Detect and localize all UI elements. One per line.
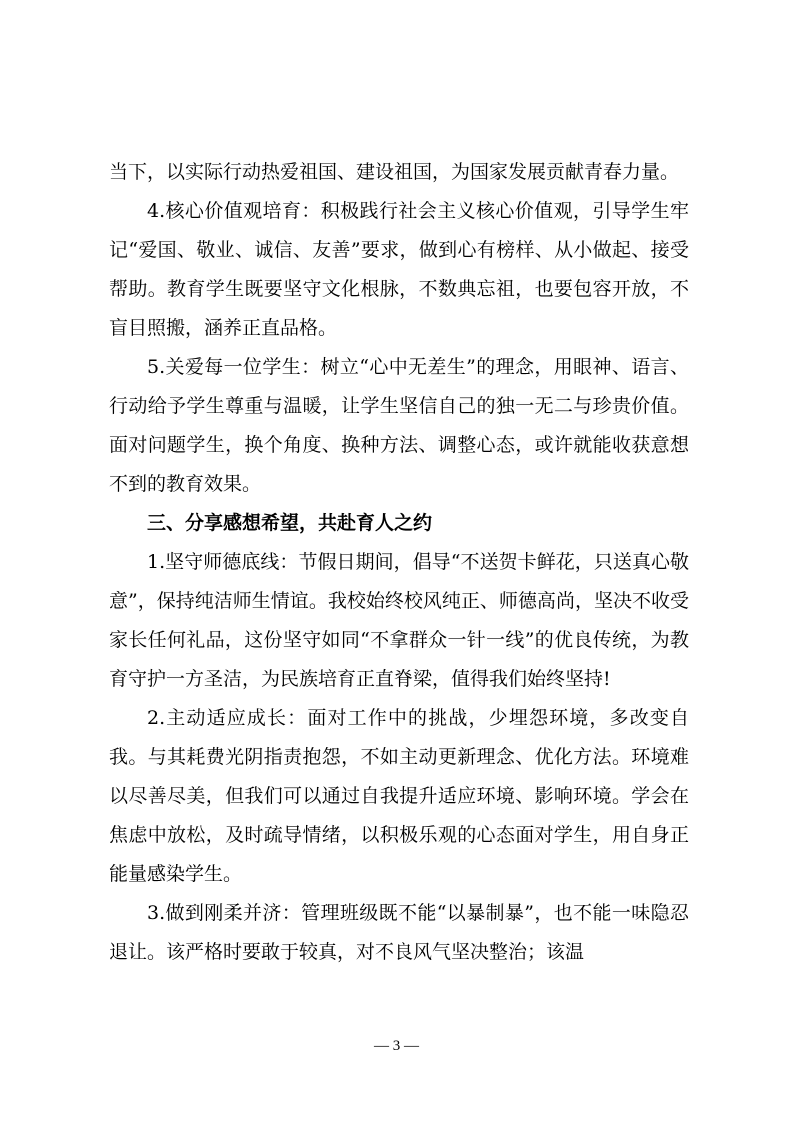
paragraph-teacher-ethics: 1.坚守师德底线：节假日期间，倡导“不送贺卡鲜花，只送真心敬意”，保持纯洁师生情谊。我校始终校风纯正、师德高尚，坚决不收受家长任何礼品，这份坚守如同“不拿群众一针一线”的优良传统，为教育守护一方圣洁，为民族培育正直脊梁，值得我们始终坚持! xyxy=(109,551,689,690)
paragraph-firm-gentle: 3.做到刚柔并济：管理班级既不能“以暴制暴”，也不能一味隐忍退让。该严格时要敢于较真，对不良风气坚决整治；该温 xyxy=(109,902,689,963)
paragraph-adapt-grow: 2.主动适应成长：面对工作中的挑战，少埋怨环境，多改变自我。与其耗费光阴指责抱怨，不如主动更新理念、优化方法。环境难以尽善尽美，但我们可以通过自我提升适应环境、影响环境。学会在焦虑中放松，及时疏导情绪，以积极乐观的心态面对学生，用自身正能量感染学生。 xyxy=(109,707,689,885)
paragraph-core-values: 4.核心价值观培育：积极践行社会主义核心价值观，引导学生牢记“爱国、敬业、诚信、友善”要求，做到心有榜样、从小做起、接受帮助。教育学生既要坚守文化根脉，不数典忘祖，也要包容开放，不盲目照搬，涵养正直品格。 xyxy=(109,200,689,339)
paragraph-continuation: 当下，以实际行动热爱祖国、建设祖国，为国家发展贡献青春力量。 xyxy=(109,161,680,183)
body-text xyxy=(109,153,689,972)
paragraph-care-students: 5.关爱每一位学生：树立“心中无差生”的理念，用眼神、语言、行动给予学生尊重与温暖，让学生坚信自己的独一无二与珍贵价值。面对问题学生，换个角度、换种方法、调整心态，或许就能收获意想不到的教育效果。 xyxy=(109,356,689,495)
section-heading: 三、分享感想希望，共赴育人之约 xyxy=(147,512,433,534)
page-number: — 3 — xyxy=(374,1038,419,1054)
